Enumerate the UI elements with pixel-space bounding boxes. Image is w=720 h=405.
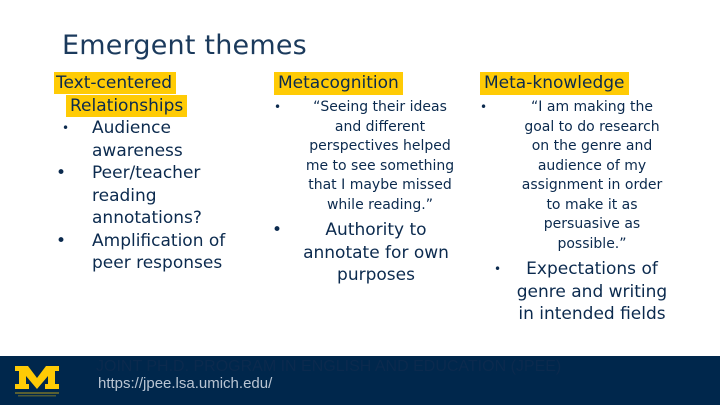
list-item: • Amplification of peer responses [56, 230, 226, 273]
quote: • “I am making the goal to do research on the genre and audience of my assignment in order to make it as persuasive as possible.” [480, 99, 663, 252]
column-heading: Metacognition [274, 72, 403, 95]
footer-bar [0, 356, 720, 405]
page-title: Emergent themes [62, 30, 307, 61]
university-logo [12, 364, 62, 398]
program-name: JOINT PH.D. PROGRAM IN ENGLISH AND EDUCATION (JPEE) [96, 358, 562, 375]
list-item: • Expectations of genre and writing in intended fields [494, 259, 668, 324]
column-heading: Text-centered Relationships [54, 72, 264, 117]
column-heading: Meta-knowledge [480, 72, 629, 95]
metacognition-column [270, 72, 470, 287]
meta-knowledge-column [478, 72, 678, 326]
program-url[interactable]: https://jpee.lsa.umich.edu/ [98, 375, 273, 392]
list-item: • Peer/teacher reading annotations? [56, 163, 202, 228]
list-item: • Authority to annotate for own purposes [272, 220, 449, 285]
list-item: • Audience awareness [62, 118, 183, 161]
text-centered-column [54, 72, 264, 275]
quote: • “Seeing their ideas and different perspectives helped me to see something that I maybe missed while reading.” [274, 99, 455, 213]
